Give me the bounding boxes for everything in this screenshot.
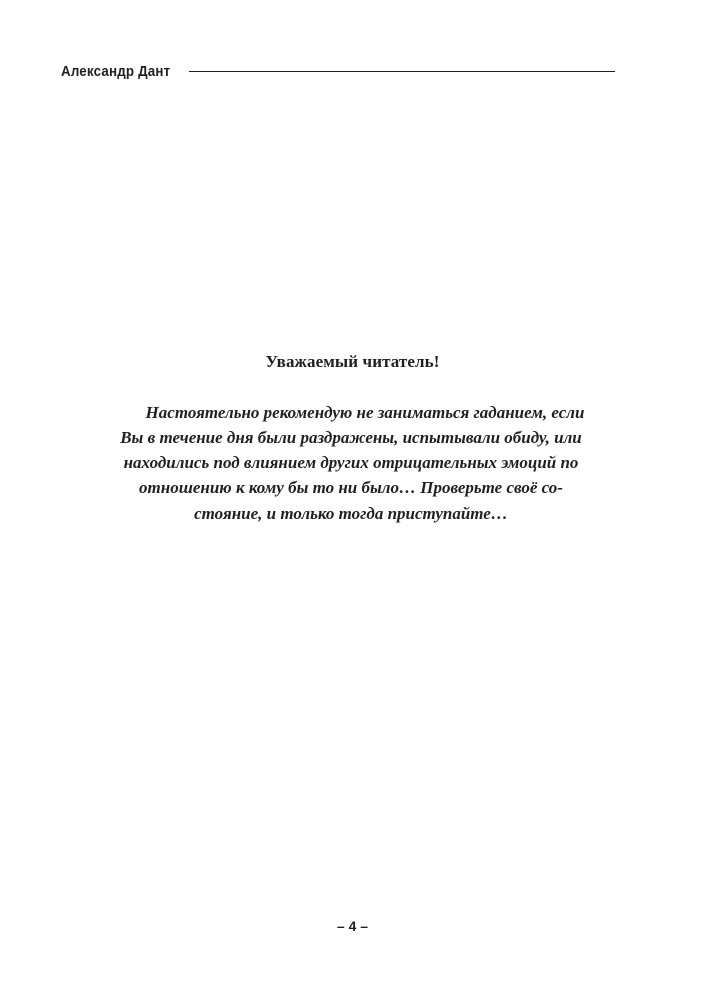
notice-line: Вы в течение дня были раздражены, испытывали обиду, или (120, 428, 582, 447)
notice-line: находились под влиянием других отрицательных эмоций по (123, 453, 579, 472)
notice-title: Уважаемый читатель! (265, 352, 440, 371)
header-rule (189, 71, 615, 72)
notice-line: отношению к кому бы то ни было… Проверьте своё со- (139, 478, 563, 497)
running-header (61, 62, 615, 82)
notice-paragraph (56, 400, 646, 527)
notice-line: Настоятельно рекомендую не заниматься гаданием, если (145, 403, 585, 422)
page-number: – 4 – (336, 918, 369, 934)
notice-line: стояние, и только тогда приступайте… (194, 504, 508, 523)
author-name: Александр Дант (61, 64, 171, 80)
